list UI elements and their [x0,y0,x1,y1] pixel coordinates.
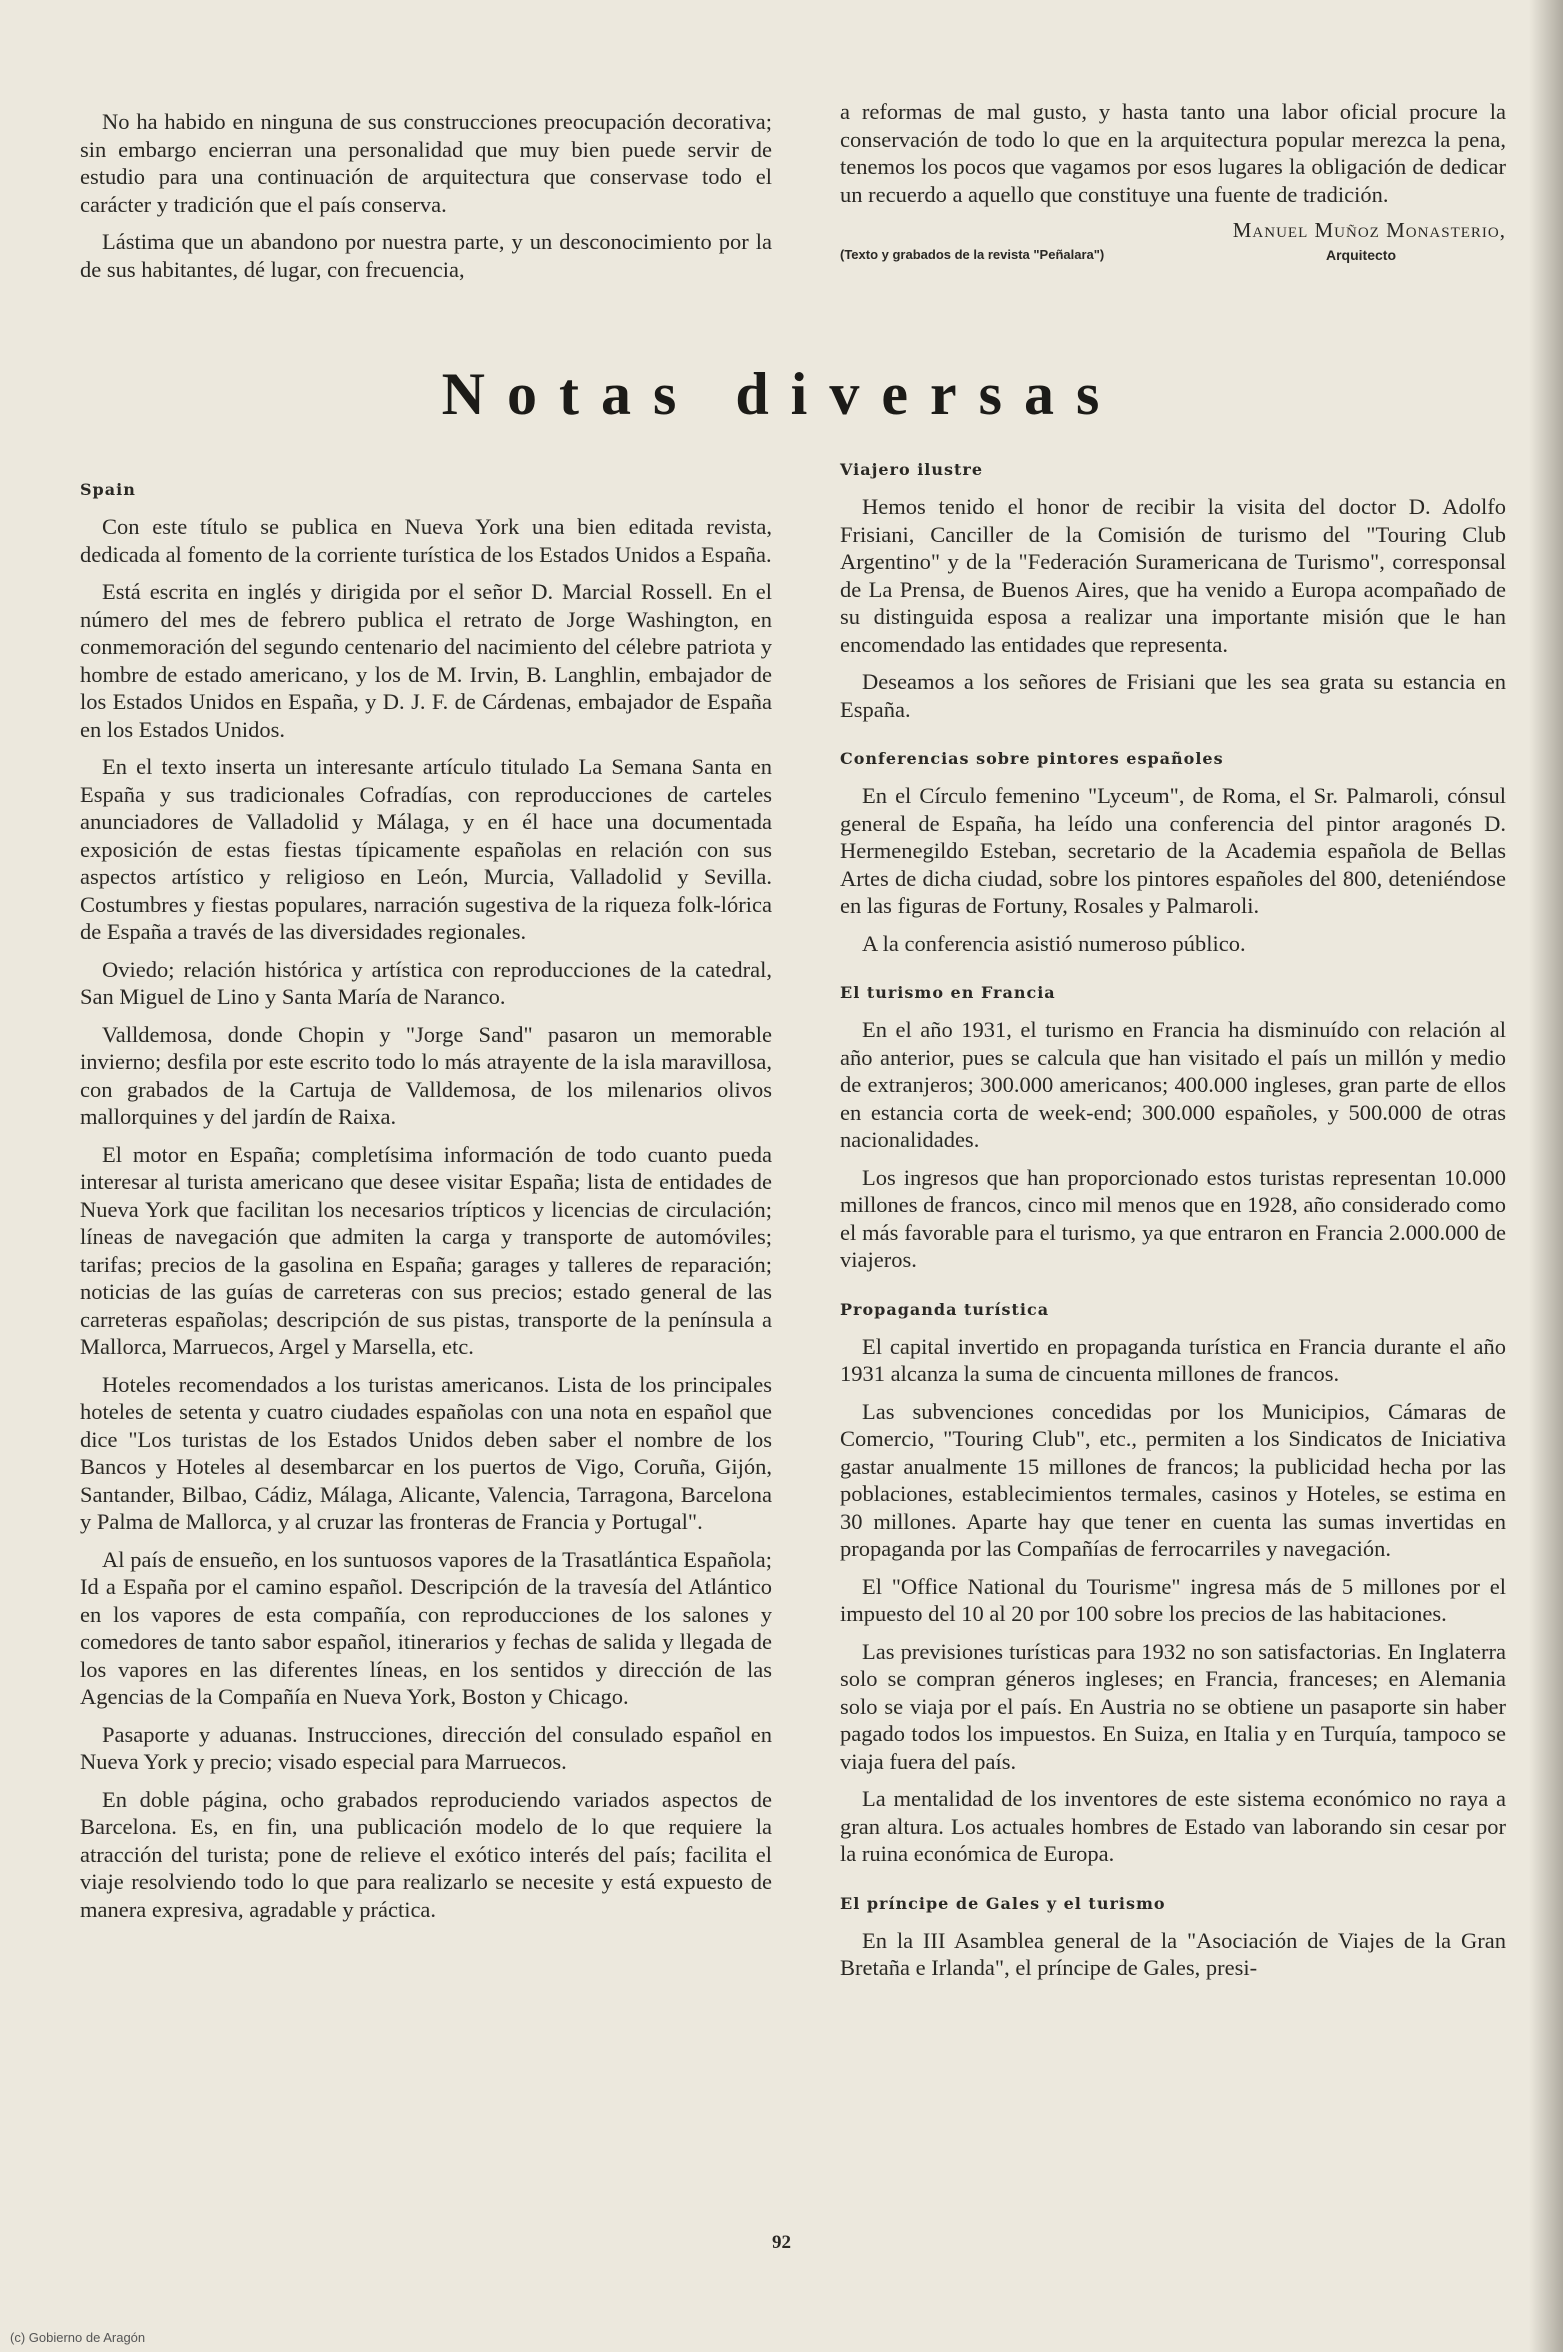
paragraph: Hemos tenido el honor de recibir la visita del doctor D. Adolfo Frisiani, Canciller de la Comisión de turismo del "Touring Club Argentino" y de la "Federación Suramericana de Turismo", corresponsal de La Prensa, de Buenos Aires, que ha venido a Europa acompañado de su distinguida esposa a realizar una importante misión que le han encomendado las entidades que representa. [840,494,1506,657]
page-edge-shadow [1529,0,1563,2352]
paragraph: Está escrita en inglés y dirigida por el señor D. Marcial Rossell. En el número del mes de febrero publica el retrato de Jorge Washington, en conmemoración del segundo centenario del nacimiento del célebre patriota y hombre de estado americano, y los de M. Irvin, B. Langhlin, embajador de los Estados Unidos en España, y D. J. F. de Cárdenas, embajador de España en los Estados Unidos. [80,579,772,742]
paragraph: Deseamos a los señores de Frisiani que les sea grata su estancia en España. [840,669,1506,722]
paragraph: A la conferencia asistió numeroso público. [862,930,1246,956]
credit-row [840,247,1506,263]
paragraph: Las previsiones turísticas para 1932 no son satisfactorias. En Inglaterra solo se compran géneros ingleses; en Francia, franceses; en Alemania solo se viaja por el país. En Austria no se obtiene un pasaporte sin haber pagado todos los impuestos. En Suiza, en Italia y en Turquía, tampoco se viaja fuera del país. [840,1638,1506,1774]
section-heading: El príncipe de Gales y el turismo [840,1893,1166,1913]
paragraph: Lástima que un abandono por nuestra parte, y un desconocimiento por la de sus habitantes, dé lugar, con frecuencia, [80,229,772,282]
paragraph: Hoteles recomendados a los turistas americanos. Lista de los principales hoteles de setenta y cuatro ciudades españolas con una nota en español que dice "Los turistas de los Estados Unidos deben saber el nombre de los Bancos y Hoteles al desembarcar en los puertos de Vigo, Coruña, Gijón, Santander, Bilbao, Cádiz, Málaga, Alicante, Valencia, Tarragona, Barcelona y Palma de Mallorca, y al cruzar las fronteras de Francia y Portugal". [80,1371,772,1534]
paragraph: El capital invertido en propaganda turística en Francia durante el año 1931 alcanza la suma de cincuenta millones de francos. [840,1333,1506,1386]
paragraph: La mentalidad de los inventores de este sistema económico no raya a gran altura. Los actuales hombres de Estado van laborando sin cesar por la ruina económica de Europa. [840,1786,1506,1866]
paragraph: El "Office National du Tourisme" ingresa más de 5 millones por el impuesto del 10 al 20 por 100 sobre los precios de las habitaciones. [840,1573,1506,1626]
paragraph: a reformas de mal gusto, y hasta tanto una labor oficial procure la conservación de todo lo que en la arquitectura popular merezca la pena, tenemos los pocos que vagamos por esos lugares la obligación de dedicar un recuerdo a aquello que constituye una fuente de tradición. [840,99,1506,207]
previous-article-right [840,98,1506,263]
paragraph: En el año 1931, el turismo en Francia ha disminuído con relación al año anterior, pues se calcula que han visitado el país un millón y medio de extranjeros; 300.000 americanos; 400.000 ingleses, gran parte de ellos en estancia corta de week-end; 300.000 españoles, y 500.000 de otras nacionalidades. [840,1017,1506,1152]
section-heading: Conferencias sobre pintores españoles [840,749,1224,768]
paragraph: En doble página, ocho grabados reproduciendo variados aspectos de Barcelona. Es, en fin, una publicación modelo de lo que requiere la atracción del turista; pone de relieve el exótico interés del país; facilita el viaje resolviendo todo lo que para realizarlo se necesite y está expuesto de manera expresiva, agradable y práctica. [80,1786,772,1922]
section-heading: Propaganda turística [840,1299,1050,1319]
source-credit: (Texto y grabados de la revista "Peñalara") [840,247,1105,262]
paragraph: No ha habido en ninguna de sus construcciones preocupación decorativa; sin embargo encierran una personalidad que muy bien puede servir de estudio para una continuación de arquitectura que conservase todo el carácter y tradición que el país conserva. [80,109,772,217]
section-heading: Spain [80,480,136,499]
paragraph: El motor en España; completísima información de todo cuanto pueda interesar al turista americano que desee visitar España; lista de entidades de Nueva York que facilitan los necesarios trípticos y licencias de circulación; líneas de navegación que admiten la carga y transporte de automóviles; tarifas; precios de la gasolina en España; garages y talleres de reparación; noticias de las guías de carreteras con sus precios; estado general de las carreteras españolas; descripción de sus pistas, transporte de la península a Mallorca, Marruecos, Argel y Marsella, etc. [80,1141,772,1359]
page-number: 92 [772,2232,791,2253]
paragraph: Al país de ensueño, en los suntuosos vapores de la Trasatlántica Española; Id a España por el camino español. Descripción de la travesía del Atlántico en los vapores de esta compañía, con reproducciones de los salones y comedores de tanto sabor español, itinerarios y fechas de salida y llegada de los vapores en las diferentes líneas, en los sentidos y dirección de las Agencias de la Compañía en Nueva York, Boston y Chicago. [80,1546,772,1709]
paragraph: En el Círculo femenino "Lyceum", de Roma, el Sr. Palmaroli, cónsul general de España, ha leído una conferencia del pintor aragonés D. Hermenegildo Esteban, secretario de la Academia española de Bellas Artes de dicha ciudad, sobre los pintores españoles del 800, deteniéndose en las figuras de Fortuny, Rosales y Palmaroli. [840,783,1506,918]
section-heading: El turismo en Francia [840,983,1056,1002]
right-column [840,460,1506,1992]
paragraph: Valldemosa, donde Chopin y "Jorge Sand" pasaron un memorable invierno; desfila por este escrito todo lo más atrayente de la isla maravillosa, con grabados de la Cartuja de Valldemosa, de los milenarios olivos mallorquines y del jardín de Raixa. [80,1021,772,1129]
paragraph: En el texto inserta un interesante artículo titulado La Semana Santa en España y sus tradicionales Cofradías, con reproducciones de carteles anunciadores de Valladolid y Málaga, y en él hace una documentada exposición de estas fiestas típicamente españolas en relación con sus aspectos artístico y religioso en León, Murcia, Valladolid y Sevilla. Costumbres y fiestas populares, narración sugestiva de la riqueza folk-lórica de España a través de las diversidades regionales. [80,754,772,944]
left-column [80,472,772,1933]
paragraph: En la III Asamblea general de la "Asociación de Viajes de la Gran Bretaña e Irlanda", el príncipe de Gales, presi- [840,1927,1506,1980]
paragraph: Oviedo; relación histórica y artística con reproducciones de la catedral, San Miguel de Lino y Santa María de Naranco. [80,956,772,1009]
paragraph: Los ingresos que han proporcionado estos turistas representan 10.000 millones de francos, cinco mil menos que en 1928, año considerado como el más favorable para el turismo, ya que entraron en Francia 2.000.000 de viajeros. [840,1164,1506,1272]
article-author: Manuel Muñoz Monasterio, [1232,218,1506,242]
paragraph: Pasaporte y aduanas. Instrucciones, dirección del consulado español en Nueva York y precio; visado especial para Marruecos. [80,1721,772,1774]
copyright-notice: (c) Gobierno de Aragón [10,2330,146,2345]
author-role: Arquitecto [1326,247,1396,263]
previous-article-left [80,108,772,293]
paragraph: Con este título se publica en Nueva York una bien editada revista, dedicada al fomento de la corriente turística de los Estados Unidos a España. [80,514,772,567]
section-title: Notas diversas [441,361,1122,427]
paragraph: Las subvenciones concedidas por los Municipios, Cámaras de Comercio, "Touring Club", etc., permiten a los Sindicatos de Iniciativa gastar anualmente 15 millones de francos; la publicidad hecha por las poblaciones, establecimientos termales, casinos y Hoteles, se estima en 30 millones. Aparte hay que tener en cuenta las sumas invertidas en propaganda por las Compañías de ferrocarriles y navegación. [840,1398,1506,1561]
section-heading: Viajero ilustre [840,460,984,479]
